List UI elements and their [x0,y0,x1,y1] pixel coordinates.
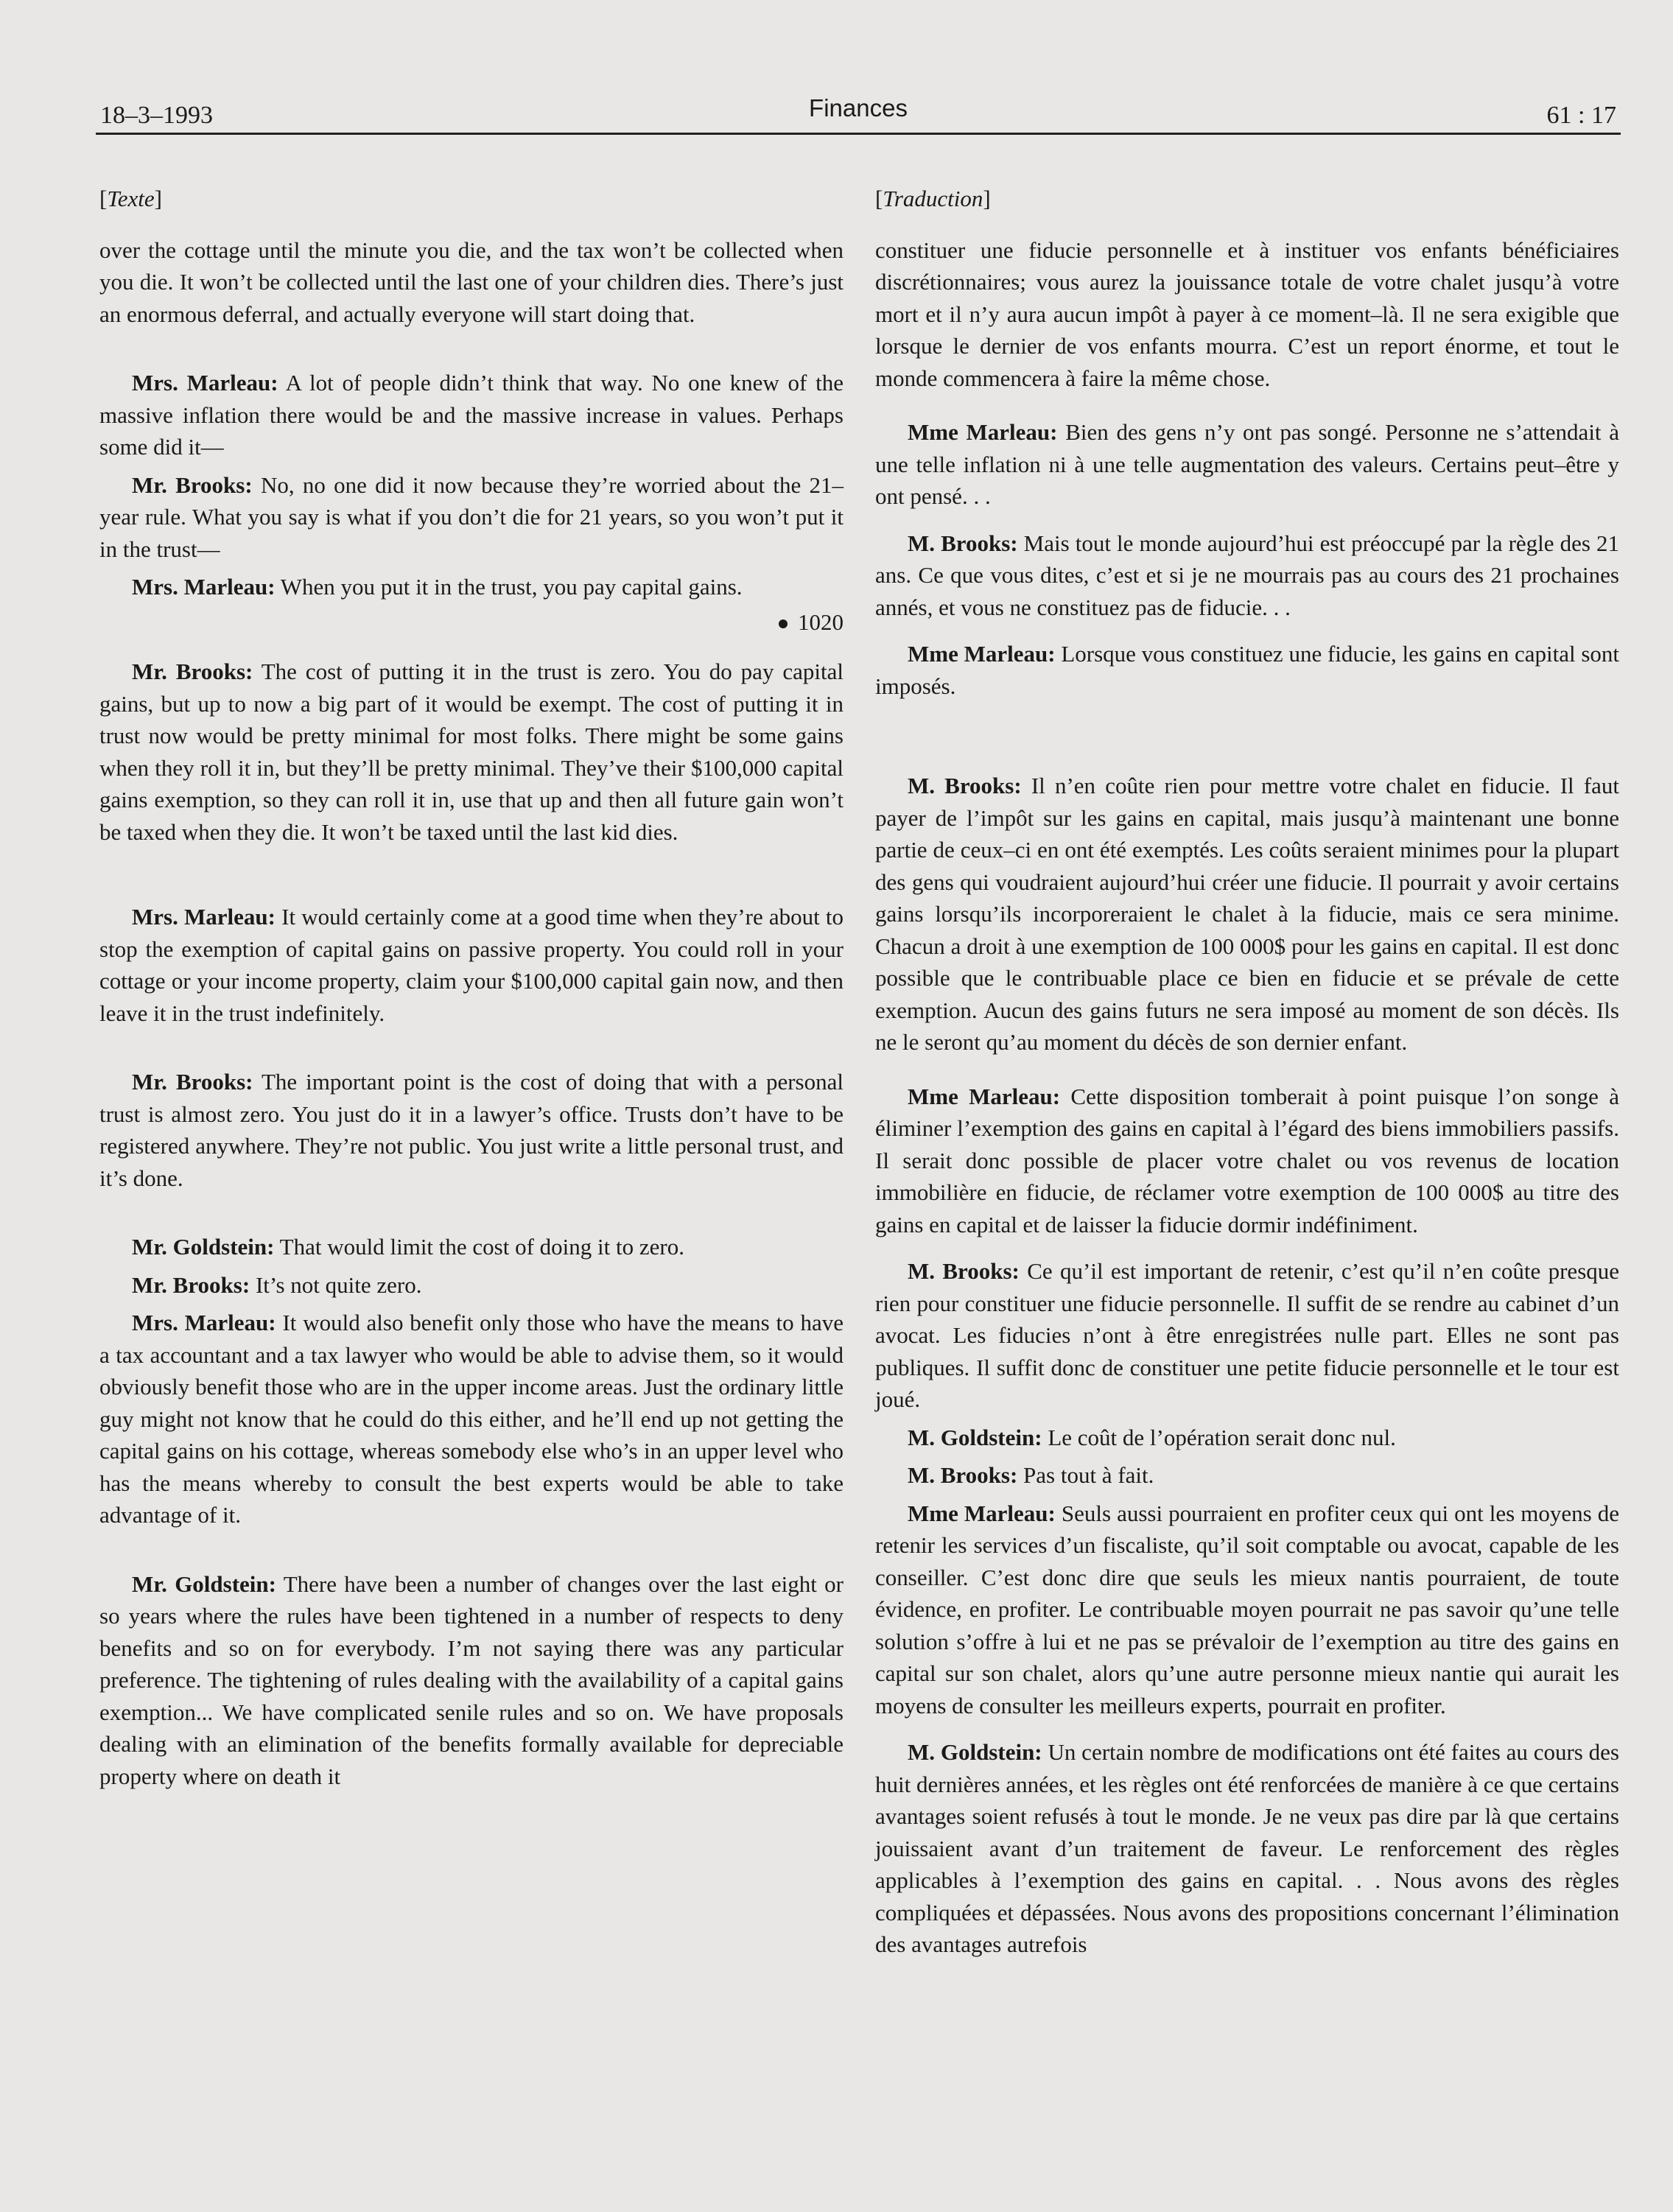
speech-text: It would certainly come at a good time when they’re about to stop the exemption of capital gains on passive property. You could roll in your cottage or your income property, claim your $100,000 capital gain now, and then leave it in the trust indefinitely. [99,904,844,1026]
bullet-icon [779,619,788,628]
speaker-name: M. Goldstein: [908,1424,1042,1450]
header-title: Finances [809,94,908,122]
speech-paragraph [875,770,1619,1058]
speech-text: Lorsque vous constituez une fiducie, les gains en capital sont imposés. [875,641,1620,699]
speech-text: Bien des gens n’y ont pas songé. Personne ne s’attendait à une telle inflation ni à une telle augmentation des valeurs. Certains peut–être y ont pensé. . . [875,419,1620,509]
speaker-name: M. Goldstein: [908,1739,1042,1765]
header-page-number: 61 : 17 [1546,102,1616,129]
page-header [96,94,1621,135]
speech-text: Pas tout à fait. [1023,1462,1154,1488]
speech-text: Un certain nombre de modifications ont été faites au cours des huit dernières années, et les règles ont été renforcées de manière à ce que certains avantages soient refusés à tout le monde. Je ne veux pas dire par là que certains jouissaient avant d’un traitement de faveur. Le renforcement des règles applicables à l’exemption des gains en capital. . . Nous avons des règles compliquées et dépassées. Nous avons des propositions concernant l’élimination des avantages autrefois [875,1739,1619,1957]
speech-paragraph [875,638,1619,702]
speech-text: Seuls aussi pourraient en profiter ceux qui ont les moyens de retenir les services d’un fiscaliste, qu’il soit comptable ou avocat, capable de les conseiller. C’est donc dire que seuls les mieux nantis pourraient, de toute évidence, en profiter. Le contribuable moyen pourrait ne pas savoir qu’une telle solution s’offre à lui et ne pas se prévaloir de l’exemption au titre des gains en capital sur son chalet, alors qu’une autre personne mieux nantie qui aurait les moyens de consulter les meilleurs experts, pourrait en profiter. [875,1500,1619,1718]
speech-paragraph [875,1459,1619,1492]
speaker-name: Mme Marleau: [908,1500,1056,1526]
speech-text: It’s not quite zero. [255,1271,422,1298]
speaker-name: Mme Marleau: [908,419,1058,445]
speech-paragraph [875,1498,1619,1722]
paragraph: over the cottage until the minute you die, and the tax won’t be collected when you die. It won’t be collected until the last one of your children dies. There’s just an enormous deferral, and actually everyone will start doing that. [99,236,843,327]
speech-paragraph [99,1231,843,1263]
right-column [875,183,1619,1961]
speaker-name: Mr. Brooks: [132,471,253,498]
left-column [99,183,843,1792]
speaker-name: Mr. Brooks: [132,659,253,684]
speech-paragraph [875,527,1619,624]
speech-paragraph [99,656,843,848]
speech-paragraph [875,1422,1619,1454]
speaker-name: Mme Marleau: [908,641,1056,667]
speaker-name: Mrs. Marleau: [132,904,276,930]
speech-text: The important point is the cost of doing that with a personal trust is almost zero. You just do it in a lawyer’s office. Trusts don’t have to be registered anywhere. They’re not public. You just write a little personal trust, and it’s done. [99,1069,843,1191]
speech-text: When you put it in the trust, you pay capital gains. [280,574,743,600]
speech-paragraph [99,1307,843,1531]
column-label: [Traduction] [875,186,991,211]
column-label: [Texte] [99,186,162,211]
header-date: 18–3–1993 [100,102,213,129]
speech-text: There have been a number of changes over the last eight or so years where the rules have been tightened in a number of respects to deny benefits and so on for everybody. I’m not saying there was any particular preference. The tightening of rules dealing with the availability of a capital gains exemption... We have complicated senile rules and so on. We have proposals dealing with an elimination of the benefits formally available for depreciable property where on death it [99,1570,843,1789]
speech-paragraph [99,1066,843,1194]
speech-text: Il n’en coûte rien pour mettre votre chalet en fiducie. Il faut payer de l’impôt sur les gains en capital, mais jusqu’à maintenant une bonne partie de ceux–ci en ont été exemptés. Les coûts seraient minimes pour la plupart des gens qui voudraient aujourd’hui créer une fiducie. Il pourrait y avoir certains gains lorsqu’ils incorporeraient le chalet à la fiducie, mais ce sera minime. Chacun a droit à une exemption de 100 000$ pour les gains en capital. Il est donc possible que le contribuable place ce bien en fiducie et se prévale de cette exemption. Aucun des gains futurs ne sera imposé au moment de son décès. Ils ne le seront qu’au moment du décès de son dernier enfant. [875,773,1619,1055]
speech-text: Mais tout le monde aujourd’hui est préoccupé par la règle des 21 ans. Ce que vous dites, c’est et si je ne mourrais pas au cours des 21 prochaines annés, et vous ne constituez pas de fiducie. . . [875,530,1620,620]
speech-paragraph [99,469,843,566]
speaker-name: Mr. Goldstein: [132,1234,275,1260]
speech-paragraph [875,1736,1619,1961]
speaker-name: M. Brooks: [908,1258,1020,1284]
speech-paragraph [875,1255,1619,1416]
speech-paragraph [99,1568,843,1793]
time-marker: 1020 [99,606,843,639]
speaker-name: M. Brooks: [908,1462,1018,1488]
speech-text: Le coût de l’opération serait donc nul. [1048,1424,1396,1450]
speaker-name: Mrs. Marleau: [132,574,276,600]
speech-paragraph [875,416,1619,513]
speech-paragraph [99,367,843,463]
speech-text: Ce qu’il est important de retenir, c’est qu’il n’en coûte presque rien pour constituer une fiducie personnelle. Il suffit de se rendre au cabinet d’un avocat. Les fiducies n’ont à être enregistrées nulle part. Elles ne sont pas publiques. Il suffit donc de constituer une petite fiducie personnelle et le tour est joué. [875,1258,1620,1412]
speaker-name: M. Brooks: [908,530,1018,556]
speech-paragraph [99,571,843,603]
speaker-name: Mrs. Marleau: [132,370,278,396]
speech-text: A lot of people didn’t think that way. No one knew of the massive inflation there would be and the massive increase in values. Perhaps some did it— [99,370,843,460]
speech-text: No, no one did it now because they’re worried about the 21–year rule. What you say is what if you don’t die for 21 years, so you won’t put it in the trust— [99,471,844,562]
speaker-name: Mme Marleau: [908,1083,1061,1109]
speaker-name: Mrs. Marleau: [132,1310,276,1335]
speech-text: It would also benefit only those who have the means to have a tax accountant and a tax lawyer who would be able to advise them, so it would obviously benefit those who are in the upper income areas. Just the ordinary little guy might not know that he could do this either, and he’ll end up not getting the capital gains on his cottage, whereas somebody else who’s in an upper level who has the means whereby to consult the best experts would be able to take advantage of it. [99,1310,844,1528]
speech-paragraph [875,1081,1619,1241]
speaker-name: M. Brooks: [908,773,1022,798]
speaker-name: Mr. Brooks: [132,1271,250,1298]
speech-text: Cette disposition tomberait à point puisque l’on songe à éliminer l’exemption des gains en capital à l’égard des biens immobiliers passifs. Il serait donc possible de placer votre chalet ou vos revenus de location immobilière en fiducie, de réclamer votre exemption de 100 000$ au titre des gains en capital et de laisser la fiducie dormir indéfiniment. [875,1083,1619,1237]
paragraph: constituer une fiducie personnelle et à instituer vos enfants bénéficiaires discrétionnaires; vous aurez la jouissance totale de votre chalet jusqu’à votre mort et il n’y aura aucun impôt à payer à ce moment–là. Il ne sera exigible que lorsque le dernier de vos enfants mourra. C’est un report énorme, et tout le monde commencera à faire la même chose. [875,236,1619,391]
speech-paragraph [99,1269,843,1302]
speech-text: That would limit the cost of doing it to zero. [279,1234,684,1260]
speaker-name: Mr. Brooks: [132,1069,253,1095]
speech-text: The cost of putting it in the trust is zero. You do pay capital gains, but up to now a big part of it would be exempt. The cost of putting it in trust now would be pretty minimal for most folks. There might be some gains when they roll it in, but they’ll be pretty minimal. They’ve their $100,000 capital gains exemption, so they can roll it in, use that up and then all future gain won’t be taxed when they die. It won’t be taxed until the last kid dies. [99,659,843,845]
speaker-name: Mr. Goldstein: [132,1570,276,1597]
speech-paragraph [99,901,843,1029]
